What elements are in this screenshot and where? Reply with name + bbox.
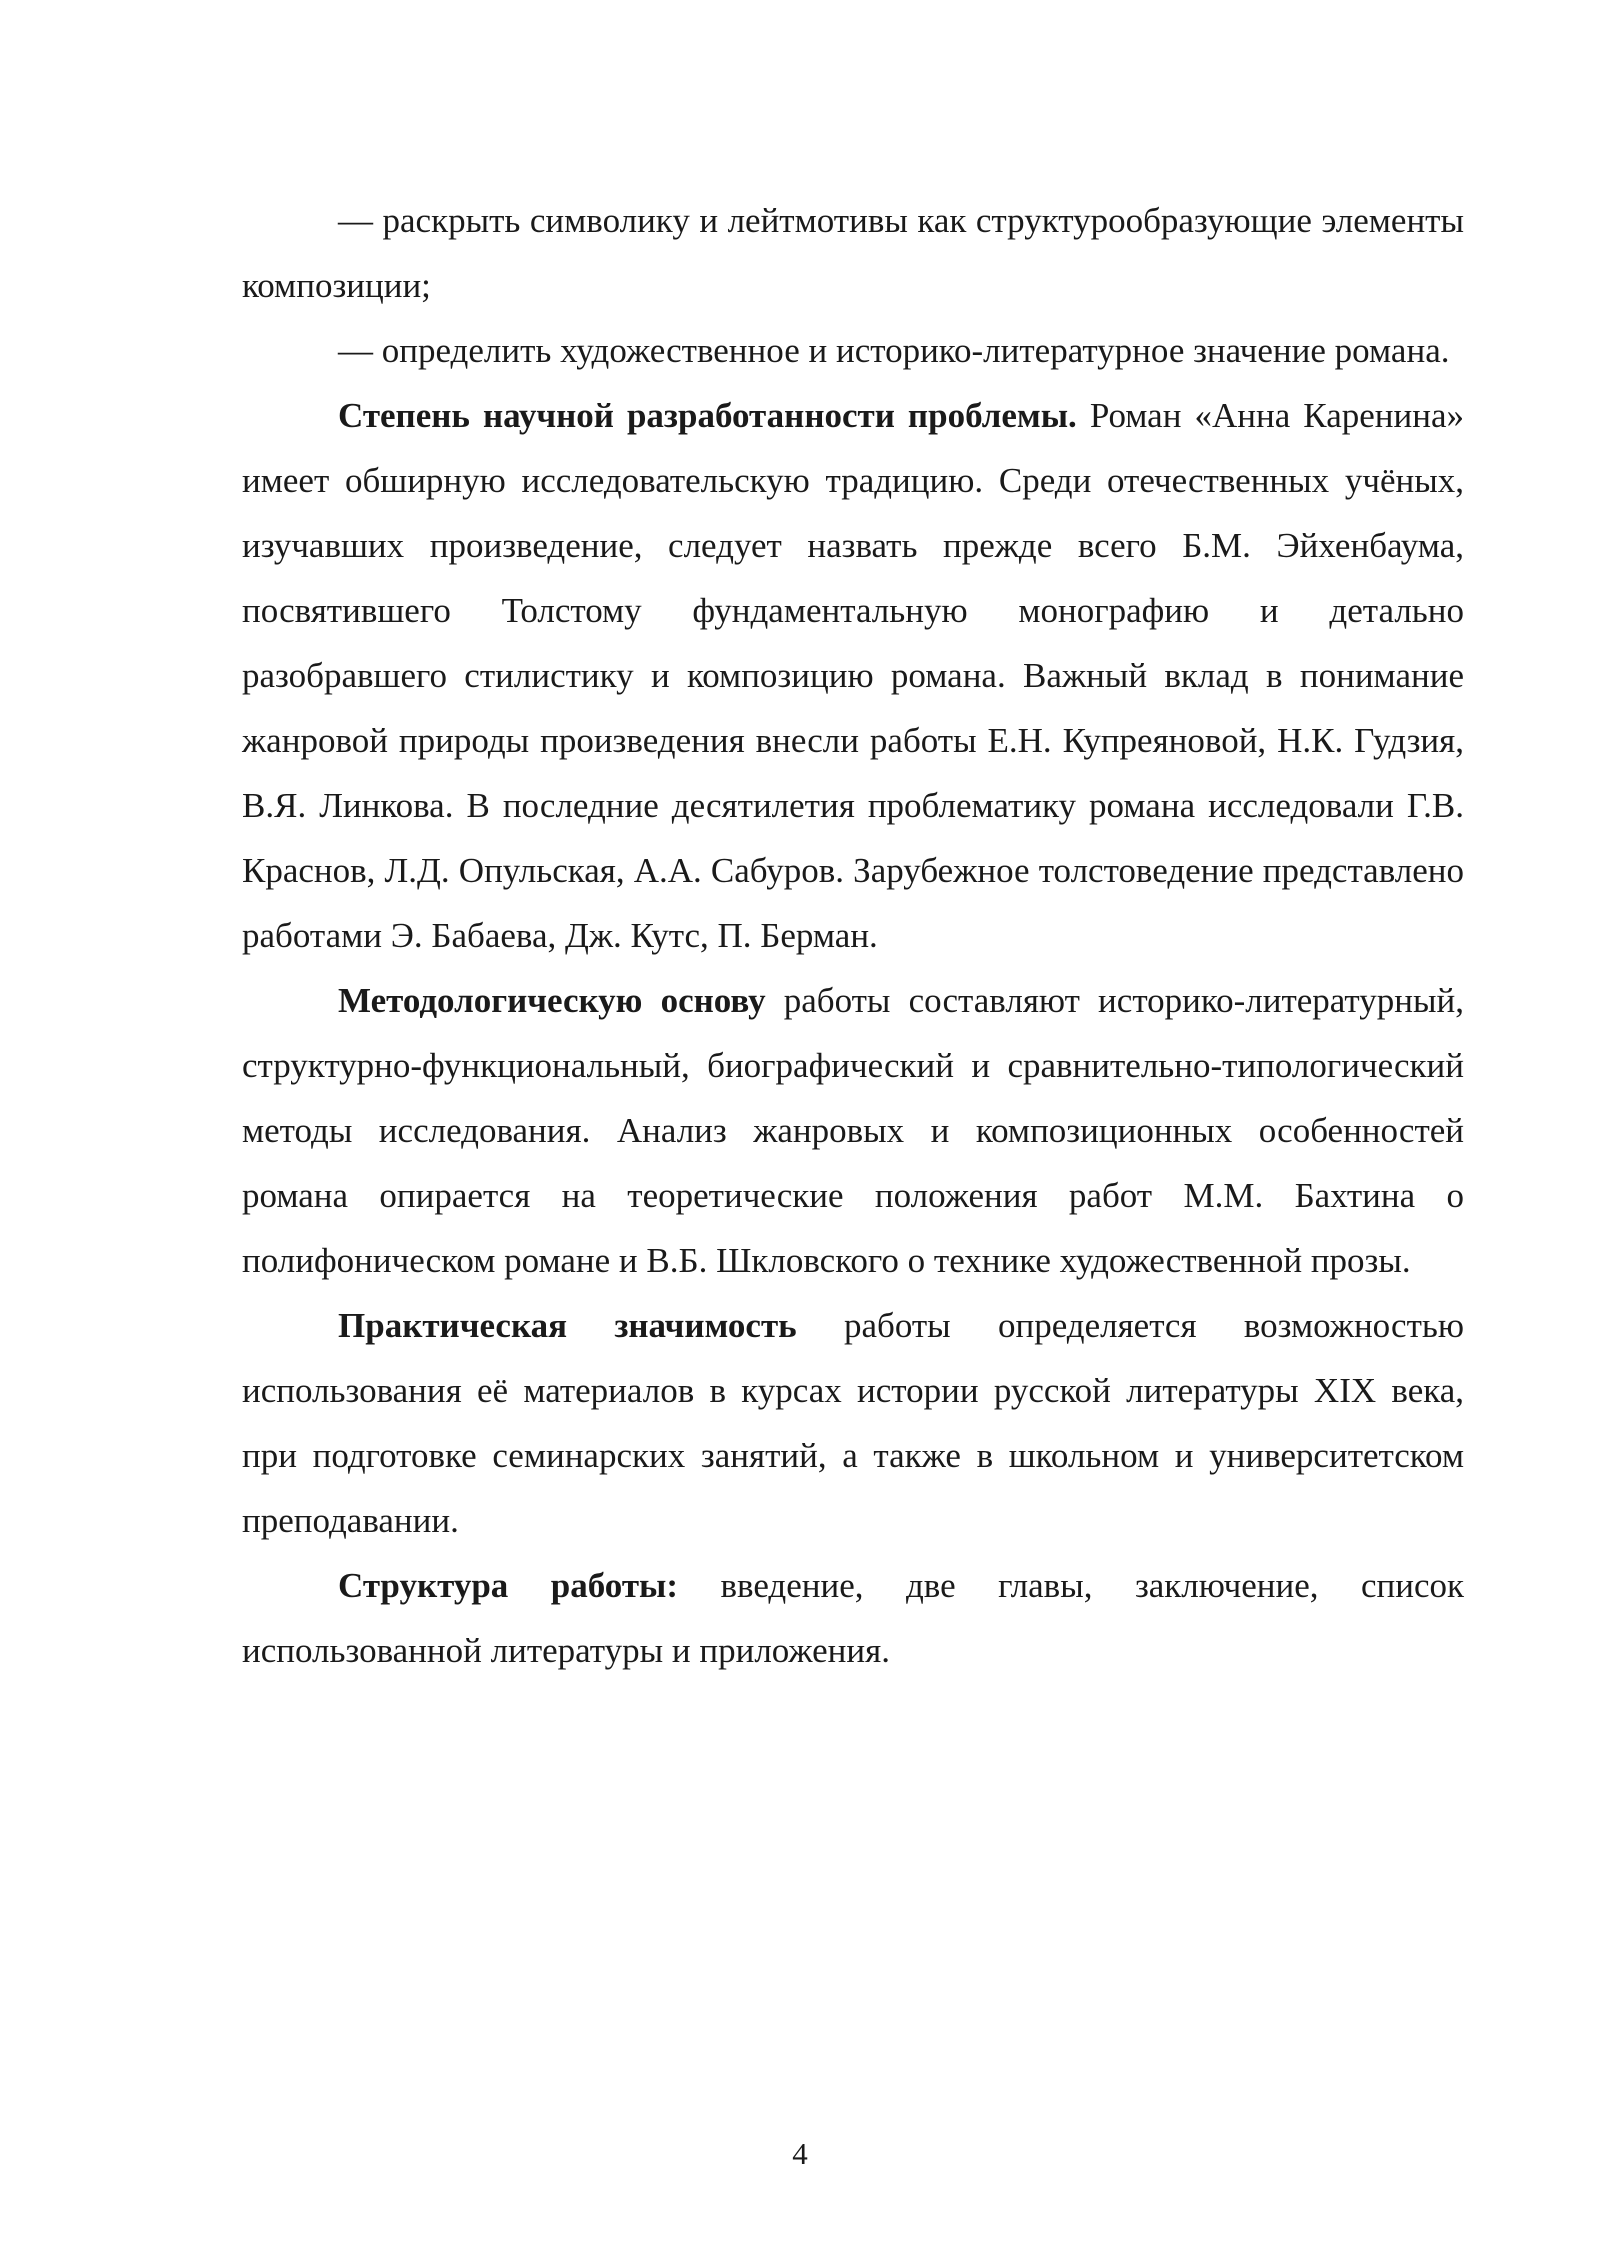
paragraph-methodology	[242, 968, 1464, 1293]
paragraph-text: работы определяется возможностью использования её материалов в курсах истории русской литературы XIX века, при подготовке семинарских занятий, а также в школьном и университетском преподавании.	[242, 1306, 1464, 1540]
paragraph-text: Роман «Анна Каренина» имеет обширную исследовательскую традицию. Среди отечественных учёных, изучавших произведение, следует назвать прежде всего Б.М. Эйхенбаума, посвятившего Толстому фундаментальную монографию и детально разобравшего стилистику и композицию романа. Важный вклад в понимание жанровой природы произведения внесли работы Е.Н. Купреяновой, Н.К. Гудзия, В.Я. Линкова. В последние десятилетия проблематику романа исследовали Г.В. Краснов, Л.Д. Опульская, А.А. Сабуров. Зарубежное толстоведение представлено работами Э. Бабаева, Дж. Кутс, П. Берман.	[242, 396, 1464, 955]
paragraph-lead: Методологическую основу	[338, 981, 766, 1020]
paragraph-lead: Практическая значимость	[338, 1306, 797, 1345]
document-body	[242, 188, 1464, 1683]
paragraph-text: — определить художественное и историко-литературное значение романа.	[338, 331, 1450, 370]
paragraph-practical-significance	[242, 1293, 1464, 1553]
paragraph-research-degree	[242, 383, 1464, 968]
paragraph-task-3	[242, 188, 1464, 318]
paragraph-lead: Структура работы:	[338, 1566, 678, 1605]
paragraph-lead: Степень научной разработанности проблемы.	[338, 396, 1077, 435]
paragraph-task-4	[242, 318, 1464, 383]
paragraph-structure	[242, 1553, 1464, 1683]
paragraph-text: работы составляют историко-литературный, структурно-функциональный, биографический и сравнительно-типологический методы исследования. Анализ жанровых и композиционных особенностей романа опирается на теоретические положения работ М.М. Бахтина о полифоническом романе и В.Б. Шкловского о технике художественной прозы.	[242, 981, 1464, 1280]
page-number: 4	[792, 2136, 808, 2171]
paragraph-text: — раскрыть символику и лейтмотивы как структурообразующие элементы композиции;	[242, 201, 1464, 305]
paragraph-text: введение, две главы, заключение, список использованной литературы и приложения.	[242, 1566, 1464, 1670]
